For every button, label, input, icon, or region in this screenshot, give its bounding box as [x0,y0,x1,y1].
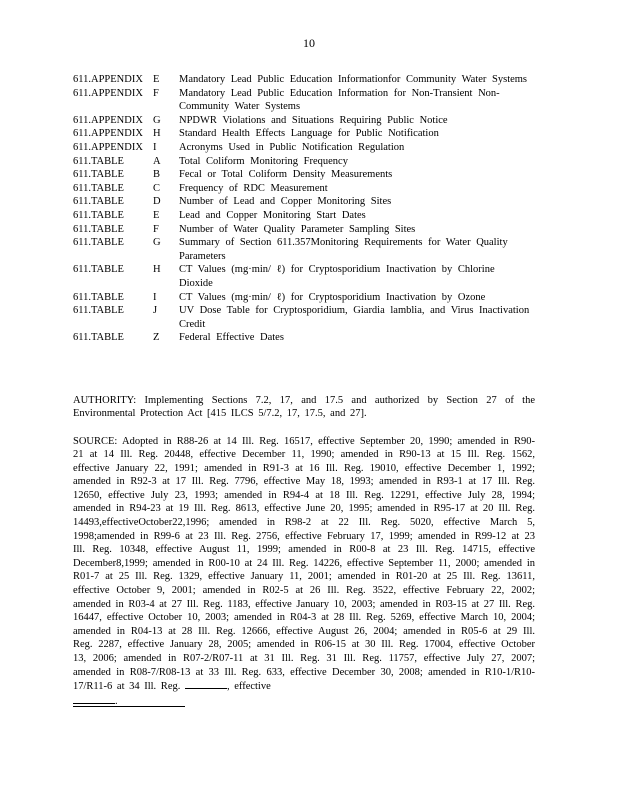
toc-letter: B [153,169,161,181]
toc-title: CT Values (mg·min/ ℓ) for Cryptosporidium Inactivation by Ozone [179,291,486,303]
toc-row [73,155,533,169]
toc-row [73,291,533,305]
toc-section-number: 611.TABLE [73,237,124,249]
footnote-rule [73,706,185,707]
toc-letter: H [153,264,161,276]
toc-section-number: 611.TABLE [73,332,124,344]
toc-letter: F [153,87,159,99]
toc-title: NPDWR Violations and Situations Requiring Public Notice [179,114,448,126]
blank-underline [73,694,115,704]
toc-letter: E [153,209,160,221]
toc-section-number: 611.TABLE [73,196,124,208]
toc-title: Fecal or Total Coliform Density Measurements [179,169,393,181]
toc-section-number: 611.TABLE [73,182,124,194]
toc-section-number: 611.TABLE [73,291,124,303]
toc-letter: F [153,223,159,235]
source-text: SOURCE: Adopted in R88-26 at 14 Ill. Reg. 16517, effective September 20, 1990; amended in R90-21 at 14 Ill. Reg. 20448, effective December 11, 1990; amended in R90-13 at 15 Ill. Reg. 1562, effective January 22, 1991; amended in R91-3 at 16 Ill. Reg. 19010, effective December 1, 1992; amended in R92-3 at 17 Ill. Reg. 7796, effective May 18, 1993; amended in R93-1 at 17 Ill. Reg. 12650, effective July 23, 1993; amended in R94-4 at 18 Ill. Reg. 12291, effective July 28, 1994; amended in R94-23 at 19 Ill. Reg. 8613, effective June 20, 1995; amended in R95-17 at 20 Ill. Reg. 14493,effectiveOctober22,1996; amended in R98-2 at 22 Ill. Reg. 5020, effective March 5, 1998;amended in R99-6 at 23 Ill. Reg. 2756, effective February 17, 1999; amended in R99-12 at 23 Ill. Reg. 10348, effective August 11, 1999; amended in R00-8 at 23 Ill. Reg. 14715, effective December8,1999; amended in R00-10 at 24 Ill. Reg. 14226, effective September 11, 2000; amended in R01-7 at 25 Ill. Reg. 1329, effective January 11, 2001; amended in R01-20 at 25 Ill. Reg. 13611, effective October 9, 2001; amended in R02-5 at 26 Ill. Reg. 3522, effective February 22, 2002; amended in R03-4 at 27 Ill. Reg. 1183, effective January 10, 2003; amended in R03-15 at 27 Ill. Reg. 16447, effective October 10, 2003; amended in R04-3 at 28 Ill. Reg. 5269, effective March 10, 2004; amended in R04-13 at 28 Ill. Reg. 12666, effective August 26, 2004; amended in R05-6 at 29 Ill. Reg. 2287, effective January 28, 2005; amended in R06-15 at 30 Ill. Reg. 17004, effective October 13, 2006; amended in R07-2/R07-11 at 31 Ill. Reg. 31 Ill. Reg. 11757, effective July 27, 2007; amended in R08-7/R08-13 at 33 Ill. Reg. 633, effective December 30, 2008; amended in R10-1/R10-17/R11-6 at 34 Ill. Reg. [73,435,535,693]
toc-letter: I [153,291,157,303]
toc-section-number: 611.TABLE [73,155,124,167]
toc-title: UV Dose Table for Cryptosporidium, Giardia lamblia, and Virus Inactivation Credit [179,305,530,330]
toc-row [73,182,533,196]
toc-section-number: 611.APPENDIX [73,74,143,85]
toc-row [73,304,533,331]
toc-section-number: 611.APPENDIX [73,141,143,153]
toc-title: Summary of Section 611.357Monitoring Requirements for Water Quality Parameters [179,237,508,262]
source-tail: , effective [226,681,271,693]
toc-section-number: 611.TABLE [73,305,124,317]
toc-letter: D [153,196,161,208]
toc-row [73,87,533,114]
toc-section-number: 611.APPENDIX [73,87,143,99]
toc-title: Lead and Copper Monitoring Start Dates [179,209,366,221]
toc-letter: E [153,74,160,85]
toc-section-number: 611.TABLE [73,264,124,276]
toc-title: Frequency of RDC Measurement [179,182,328,194]
table-of-contents [73,73,533,345]
page-number: 10 [303,36,315,50]
toc-title: Mandatory Lead Public Education Informationfor Community Water Systems [179,74,528,85]
toc-section-number: 611.TABLE [73,223,124,235]
authority-paragraph: AUTHORITY: Implementing Sections 7.2, 17, and 17.5 and authorized by Section 27 of the Environmental Protection Act [415 ILCS 5/7.2, 17, 17.5, and 27]. [73,394,535,420]
toc-row [73,73,533,87]
toc-row [73,127,533,141]
toc-section-number: 611.TABLE [73,169,124,181]
toc-title: Acronyms Used in Public Notification Regulation [179,141,405,153]
toc-letter: Z [153,332,160,344]
toc-row [73,331,533,345]
toc-title: CT Values (mg·min/ ℓ) for Cryptosporidium Inactivation by Chlorine Dioxide [179,264,495,289]
toc-letter: H [153,128,161,140]
toc-row [73,209,533,223]
toc-row [73,168,533,182]
toc-letter: G [153,114,161,126]
toc-title: Number of Water Quality Parameter Sampling Sites [179,223,416,235]
toc-row [73,263,533,290]
toc-title: Number of Lead and Copper Monitoring Sites [179,196,392,208]
toc-letter: J [153,305,158,317]
toc-row [73,114,533,128]
toc-letter: A [153,155,161,167]
source-end: . [115,695,118,707]
toc-letter: C [153,182,161,194]
toc-row [73,195,533,209]
toc-title: Standard Health Effects Language for Public Notification [179,128,439,140]
toc-title: Total Coliform Monitoring Frequency [179,155,348,167]
toc-section-number: 611.APPENDIX [73,114,143,126]
toc-letter: I [153,141,157,153]
blank-underline [185,679,227,689]
source-paragraph [73,435,535,709]
toc-row [73,236,533,263]
toc-section-number: 611.APPENDIX [73,128,143,140]
toc-letter: G [153,237,161,249]
toc-row [73,141,533,155]
toc-section-number: 611.TABLE [73,209,124,221]
toc-title: Federal Effective Dates [179,332,284,344]
toc-row [73,223,533,237]
toc-title: Mandatory Lead Public Education Information for Non-Transient Non-Community Water Systems [179,87,500,113]
